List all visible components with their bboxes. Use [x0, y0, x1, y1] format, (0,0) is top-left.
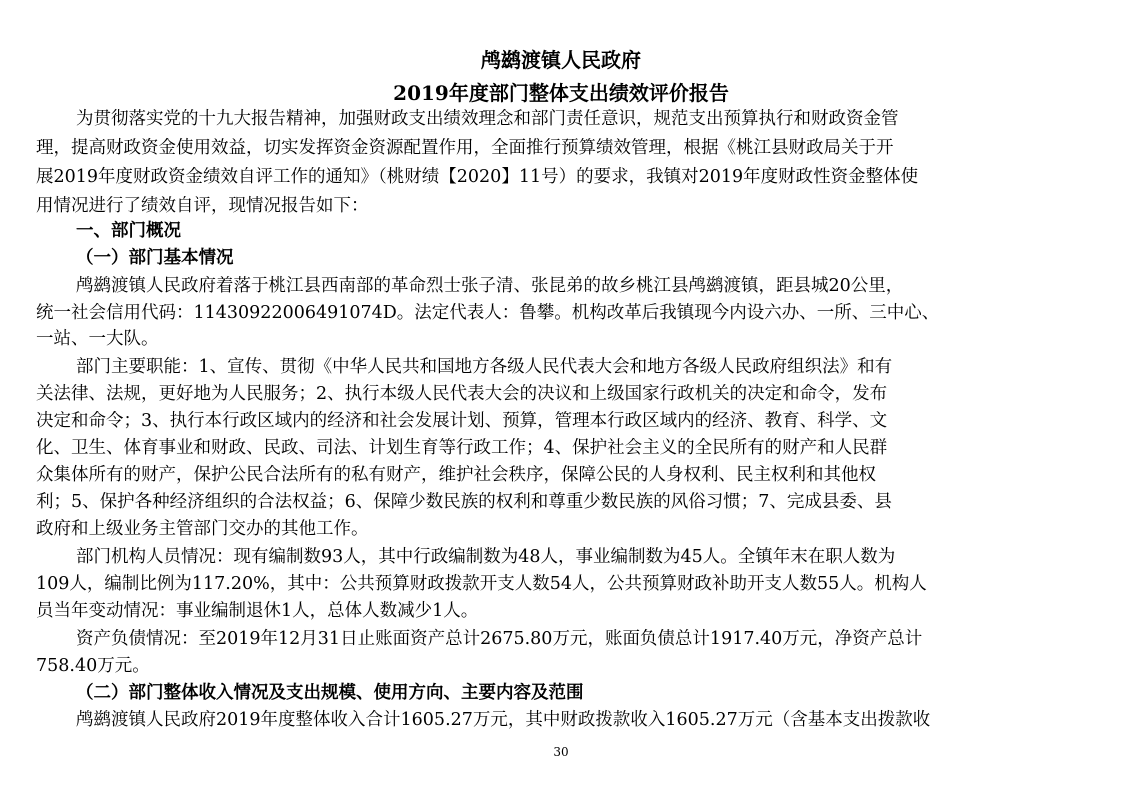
- basic-info-line: 一站、一大队。: [36, 329, 159, 349]
- duties-line: 决定和命令；3、执行本行政区域内的经济和社会发展计划、预算，管理本行政区域内的经济、教育、科学、文: [36, 411, 888, 431]
- page-number: 30: [553, 745, 569, 759]
- assets-line: 资产负债情况：至2019年12月31日止账面资产总计2675.80万元，账面负债总计1917.40万元，净资产总计: [76, 629, 923, 649]
- intro-line: 展2019年度财政资金绩效自评工作的通知》（桃财绩【2020】11号）的要求，我镇对2019年度财政性资金整体使: [36, 167, 919, 187]
- duties-line: 部门主要职能：1、宣传、贯彻《中华人民共和国地方各级人民代表大会和地方各级人民政府组织法》和有: [76, 357, 893, 377]
- basic-info-line: 鸬鹚渡镇人民政府着落于桃江县西南部的革命烈士张子清、张昆弟的故乡桃江县鸬鹚渡镇，距县城20公里，: [76, 276, 904, 296]
- report-title-org: 鸬鹚渡镇人民政府: [481, 48, 641, 72]
- basic-info-line: 统一社会信用代码：11430922006491074D。法定代表人：鲁攀。机构改革后我镇现今内设六办、一所、三中心、: [36, 303, 940, 323]
- staffing-line: 员当年变动情况：事业编制退休1人，总体人数减少1人。: [36, 601, 479, 621]
- staffing-line: 部门机构人员情况：现有编制数93人，其中行政编制数为48人，事业编制数为45人。全镇年末在职人数为: [76, 547, 896, 567]
- assets-line: 758.40万元。: [36, 656, 150, 676]
- section-heading: 一、部门概况: [76, 221, 181, 241]
- duties-line: 关法律、法规，更好地为人民服务；2、执行本级人民代表大会的决议和上级国家行政机关的决定和命令，发布: [36, 384, 888, 404]
- subsection-heading: （一）部门基本情况: [76, 248, 234, 268]
- duties-line: 众集体所有的财产，保护公民合法所有的私有财产，维护社会秩序，保障公民的人身权利、民主权利和其他权: [36, 465, 876, 485]
- income-line: 鸬鹚渡镇人民政府2019年度整体收入合计1605.27万元，其中财政拨款收入1605.27万元（含基本支出拨款收: [76, 710, 931, 730]
- staffing-line: 109人，编制比例为117.20%，其中：公共预算财政拨款开支人数54人，公共预算财政补助开支人数55人。机构人: [36, 574, 927, 594]
- intro-line: 理，提高财政资金使用效益，切实发挥资金资源配置作用，全面推行预算绩效管理，根据《桃江县财政局关于开: [36, 138, 894, 158]
- intro-line: 为贯彻落实党的十九大报告精神，加强财政支出绩效理念和部门责任意识，规范支出预算执行和财政资金管: [76, 109, 899, 129]
- report-title: 2019年度部门整体支出绩效评价报告: [393, 81, 729, 105]
- subsection-heading: （二）部门整体收入情况及支出规模、使用方向、主要内容及范围: [76, 683, 584, 703]
- duties-line: 化、卫生、体育事业和财政、民政、司法、计划生育等行政工作；4、保护社会主义的全民所有的财产和人民群: [36, 438, 888, 458]
- duties-line: 利；5、保护各种经济组织的合法权益；6、保障少数民族的权利和尊重少数民族的风俗习惯；7、完成县委、县: [36, 492, 892, 512]
- duties-line: 政府和上级业务主管部门交办的其他工作。: [36, 519, 369, 539]
- intro-line: 用情况进行了绩效自评，现情况报告如下：: [36, 196, 369, 216]
